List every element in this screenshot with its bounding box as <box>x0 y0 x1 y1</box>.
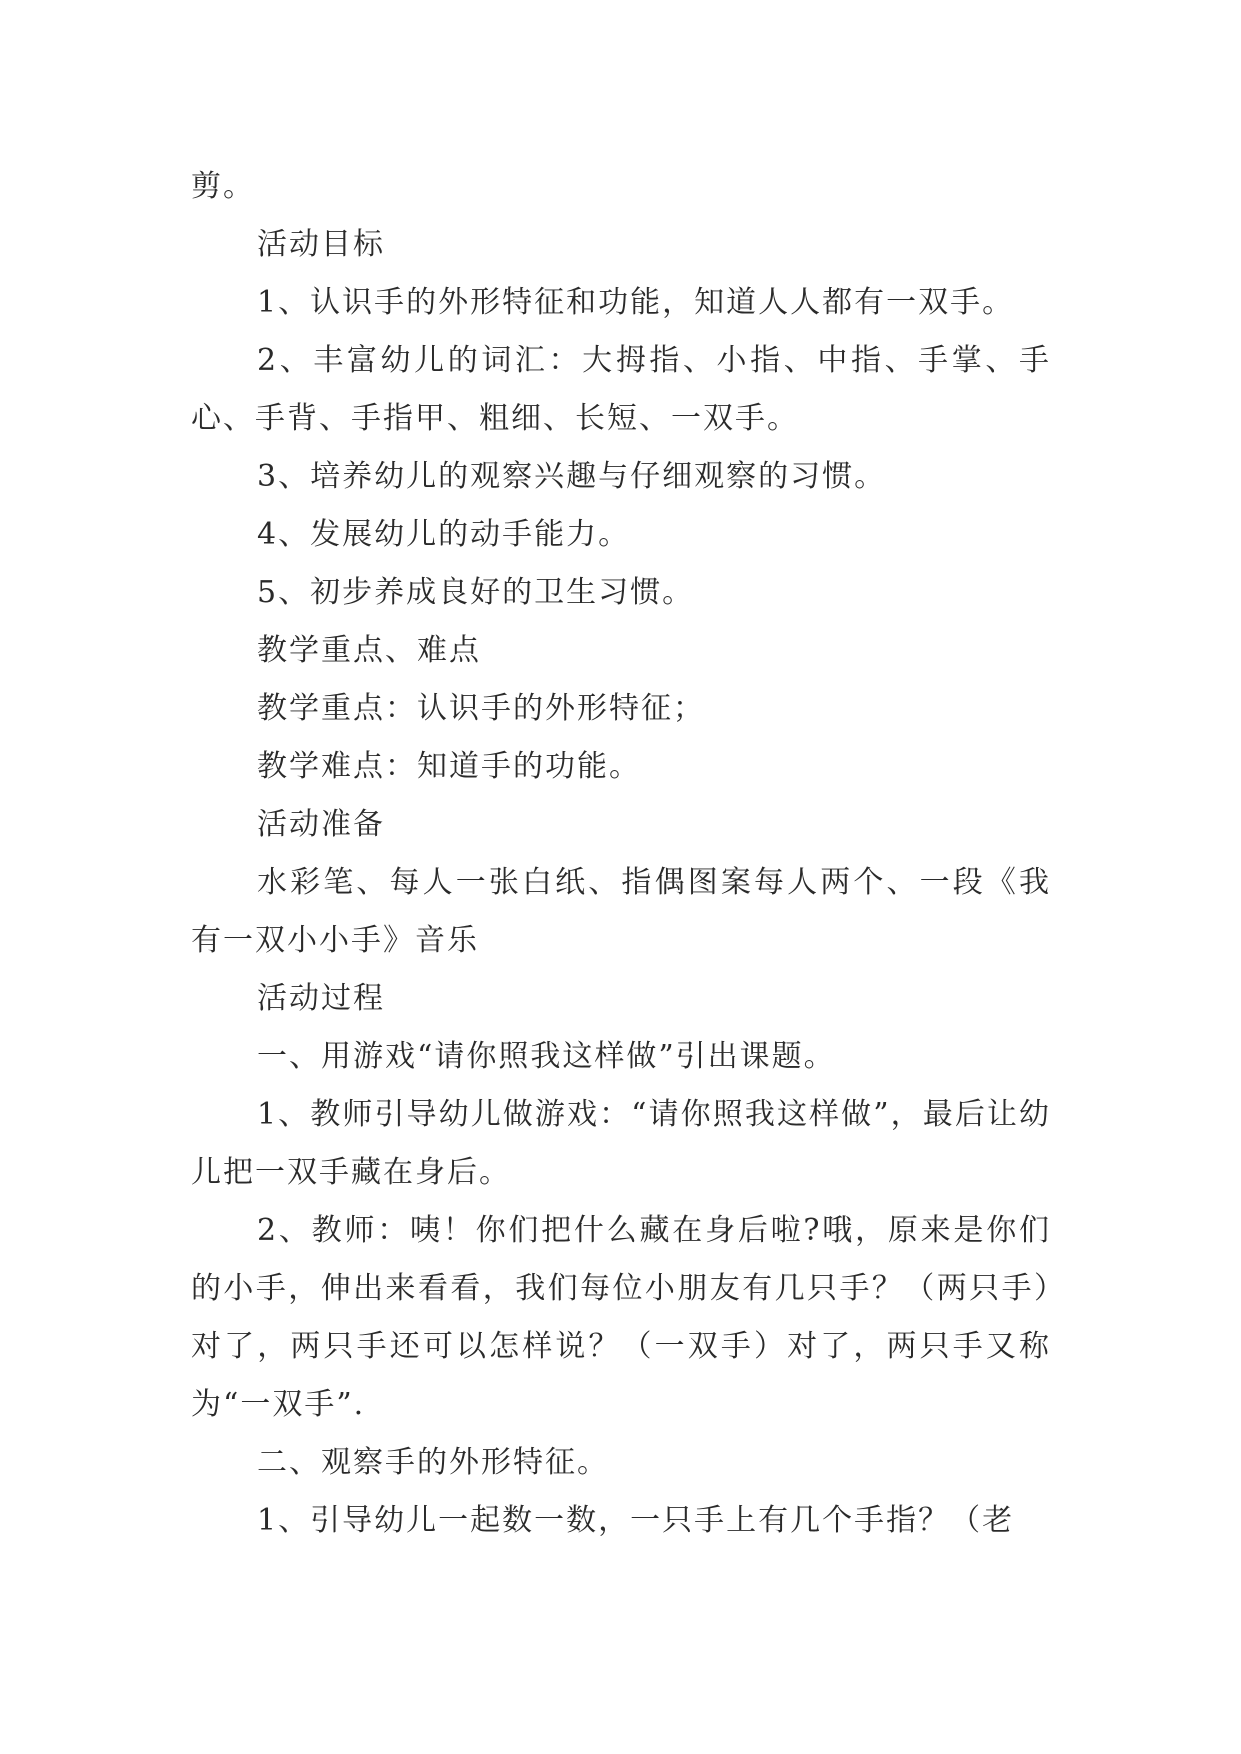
heading-key-points: 教学重点、难点 <box>257 633 481 668</box>
goal-item-3: 3、培养幼儿的观察兴趣与仔细观察的习惯。 <box>257 459 887 494</box>
process-step-2-item-1: 1、引导幼儿一起数一数，一只手上有几个手指？（老 <box>257 1503 1015 1538</box>
process-step-1-item-1: 1、教师引导幼儿做游戏：“请你照我这样做”，最后让幼儿把一双手藏在身后。 <box>191 1097 1051 1190</box>
goal-item-2: 2、丰富幼儿的词汇：大拇指、小指、中指、手掌、手心、手背、手指甲、粗细、长短、一双手。 <box>191 343 1051 436</box>
process-step-2-title: 二、观察手的外形特征。 <box>257 1445 609 1480</box>
heading-activity-goals: 活动目标 <box>257 227 385 262</box>
heading-process: 活动过程 <box>257 981 385 1016</box>
process-step-1-title: 一、用游戏“请你照我这样做”引出课题。 <box>257 1039 836 1074</box>
goal-item-5: 5、初步养成良好的卫生习惯。 <box>257 575 695 610</box>
goal-item-4: 4、发展幼儿的动手能力。 <box>257 517 631 552</box>
preparation-materials: 水彩笔、每人一张白纸、指偶图案每人两个、一段《我有一双小小手》音乐 <box>191 865 1051 958</box>
goal-item-1: 1、认识手的外形特征和功能，知道人人都有一双手。 <box>257 285 1015 320</box>
process-step-1-item-2: 2、教师：咦！你们把什么藏在身后啦?哦，原来是你们的小手，伸出来看看，我们每位小朋友有几只手？（两只手）对了，两只手还可以怎样说？（一双手）对了，两只手又称为“一双手”. <box>191 1213 1051 1422</box>
heading-preparation: 活动准备 <box>257 807 385 842</box>
difficult-point: 教学难点：知道手的功能。 <box>257 749 641 784</box>
body-text <box>191 158 1051 1550</box>
key-point: 教学重点：认识手的外形特征； <box>257 691 705 726</box>
paragraph-continuation: 剪。 <box>191 169 255 204</box>
